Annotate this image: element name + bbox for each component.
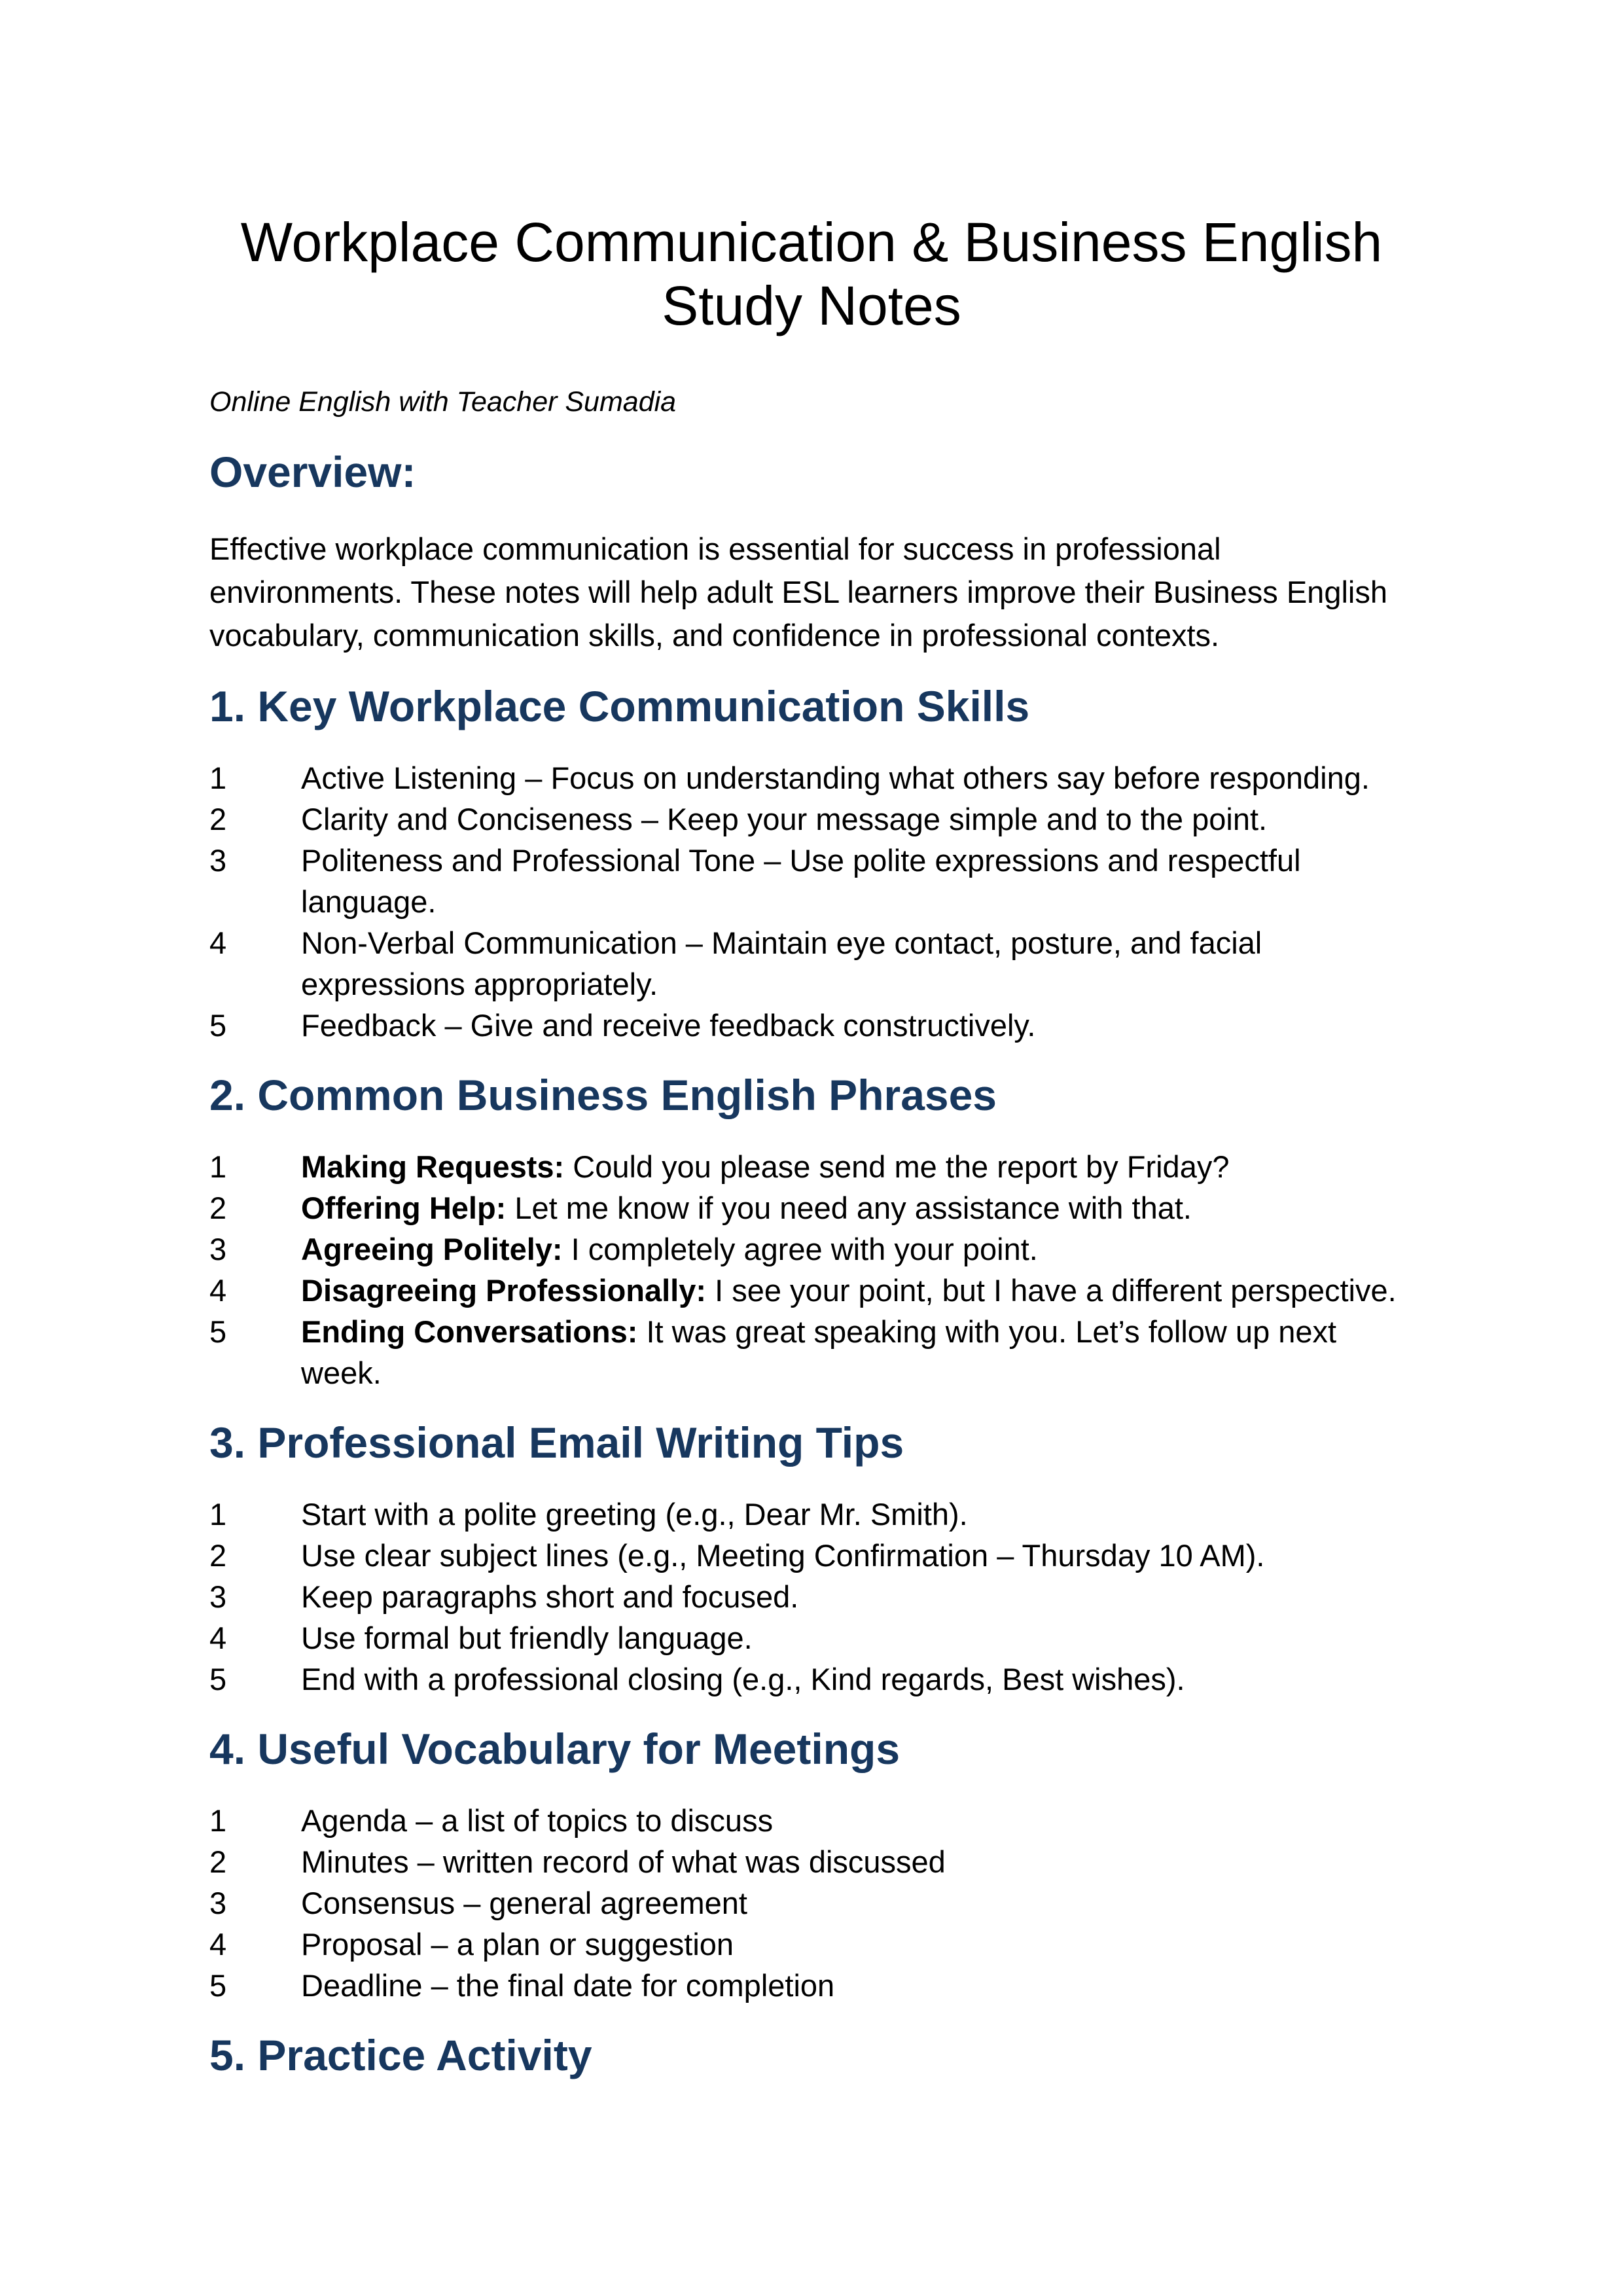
list-item (209, 1882, 1414, 1924)
list-item-text: Deadline – the final date for completion (301, 1968, 835, 2003)
list-item-number: 4 (209, 1621, 227, 1656)
list-item-number: 5 (209, 1007, 227, 1043)
section-heading-4: 4. Useful Vocabulary for Meetings (209, 1725, 901, 1774)
list-item-lead: Making Requests: (301, 1149, 565, 1185)
list-item-detail: Let me know if you need any assistance with that. (506, 1191, 1192, 1226)
list-item-text: Non-Verbal Communication – Maintain eye contact, posture, and facial expressions appropriately. (301, 925, 1262, 1001)
list-item-number: 1 (209, 1803, 227, 1839)
list-item (209, 1535, 1414, 1576)
list-item (209, 1800, 1414, 1841)
list-item-text: Consensus – general agreement (301, 1886, 747, 1921)
list-item-number: 5 (209, 1968, 227, 2003)
section-heading-2: 2. Common Business English Phrases (209, 1070, 997, 1119)
section-heading-3: 3. Professional Email Writing Tips (209, 1418, 904, 1467)
list-item-number: 5 (209, 1314, 227, 1350)
list-item-number: 2 (209, 1191, 227, 1226)
list-item-text: Keep paragraphs short and focused. (301, 1579, 799, 1615)
list-item (209, 1965, 1414, 2006)
list-item-lead: Agreeing Politely: (301, 1232, 563, 1267)
list-item-lead: Disagreeing Professionally: (301, 1273, 707, 1308)
list-item-number: 4 (209, 925, 227, 960)
list-item-text: Use clear subject lines (e.g., Meeting Confirmation – Thursday 10 AM). (301, 1538, 1265, 1573)
section-heading-1: 1. Key Workplace Communication Skills (209, 681, 1030, 730)
list-item-number: 4 (209, 1273, 227, 1308)
list-item-detail: I see your point, but I have a different perspective. (706, 1273, 1397, 1308)
list-item-text: Politeness and Professional Tone – Use polite expressions and respectful language. (301, 842, 1301, 919)
list-item-text (301, 1229, 1414, 1270)
list-item (209, 1005, 1414, 1046)
list-item (209, 1494, 1414, 1535)
list-item-detail: It was great speaking with you. Let’s follow up next week. (301, 1314, 1337, 1391)
section-heading-5: 5. Practice Activity (209, 2031, 592, 2080)
list-item-number: 3 (209, 1579, 227, 1615)
list-item (209, 1311, 1414, 1393)
list-item-number: 3 (209, 842, 227, 878)
list-item-number: 2 (209, 801, 227, 836)
list-item-number: 1 (209, 1497, 227, 1532)
list-item-text: Active Listening – Focus on understanding what others say before responding. (301, 760, 1370, 795)
list-item (209, 1841, 1414, 1882)
list-item-text (301, 1311, 1414, 1393)
numbered-list-section-3 (209, 1494, 1414, 1700)
list-item-number: 4 (209, 1927, 227, 1962)
document-title: Workplace Communication & Business English Study Notes (240, 211, 1383, 337)
list-item-number: 3 (209, 1886, 227, 1921)
list-item (209, 1659, 1414, 1700)
list-item (209, 1617, 1414, 1659)
list-item-text: Minutes – written record of what was discussed (301, 1844, 946, 1880)
list-item-lead: Offering Help: (301, 1191, 507, 1226)
list-item-detail: Could you please send me the report by Friday? (564, 1149, 1230, 1185)
list-item-number: 2 (209, 1844, 227, 1880)
list-item-text: Use formal but friendly language. (301, 1621, 753, 1656)
list-item-number: 5 (209, 1662, 227, 1697)
list-item (209, 798, 1414, 840)
list-item-text (301, 1270, 1414, 1311)
overview-paragraph: Effective workplace communication is essential for success in professional environments. These notes will help adult ESL learners improve their Business English vocabulary, communication skills, and confidence in professional contexts. (209, 531, 1387, 653)
list-item-text (301, 1187, 1414, 1229)
numbered-list-section-2 (209, 1146, 1414, 1393)
list-item-text: Clarity and Conciseness – Keep your message simple and to the point. (301, 801, 1268, 836)
list-item-text: Feedback – Give and receive feedback constructively. (301, 1007, 1036, 1043)
list-item (209, 1270, 1414, 1311)
list-item (209, 1229, 1414, 1270)
list-item-text: Start with a polite greeting (e.g., Dear Mr. Smith). (301, 1497, 968, 1532)
numbered-list-section-4 (209, 1800, 1414, 2006)
list-item-text: Proposal – a plan or suggestion (301, 1927, 734, 1962)
numbered-list-section-1 (209, 757, 1414, 1046)
list-item-text: Agenda – a list of topics to discuss (301, 1803, 774, 1839)
list-item-text: End with a professional closing (e.g., Kind regards, Best wishes). (301, 1662, 1185, 1697)
list-item-detail: I completely agree with your point. (562, 1232, 1038, 1267)
document-subtitle: Online English with Teacher Sumadia (209, 386, 677, 418)
list-item (209, 922, 1414, 1005)
list-item (209, 1576, 1414, 1617)
list-item (209, 1146, 1414, 1187)
section-heading-overview: Overview: (209, 448, 416, 497)
list-item-text (301, 1146, 1414, 1187)
list-item (209, 1187, 1414, 1229)
list-item-lead: Ending Conversations: (301, 1314, 638, 1350)
list-item-number: 1 (209, 760, 227, 795)
list-item-number: 3 (209, 1232, 227, 1267)
list-item-number: 2 (209, 1538, 227, 1573)
list-item (209, 757, 1414, 798)
list-item (209, 840, 1414, 922)
list-item (209, 1924, 1414, 1965)
list-item-number: 1 (209, 1149, 227, 1185)
